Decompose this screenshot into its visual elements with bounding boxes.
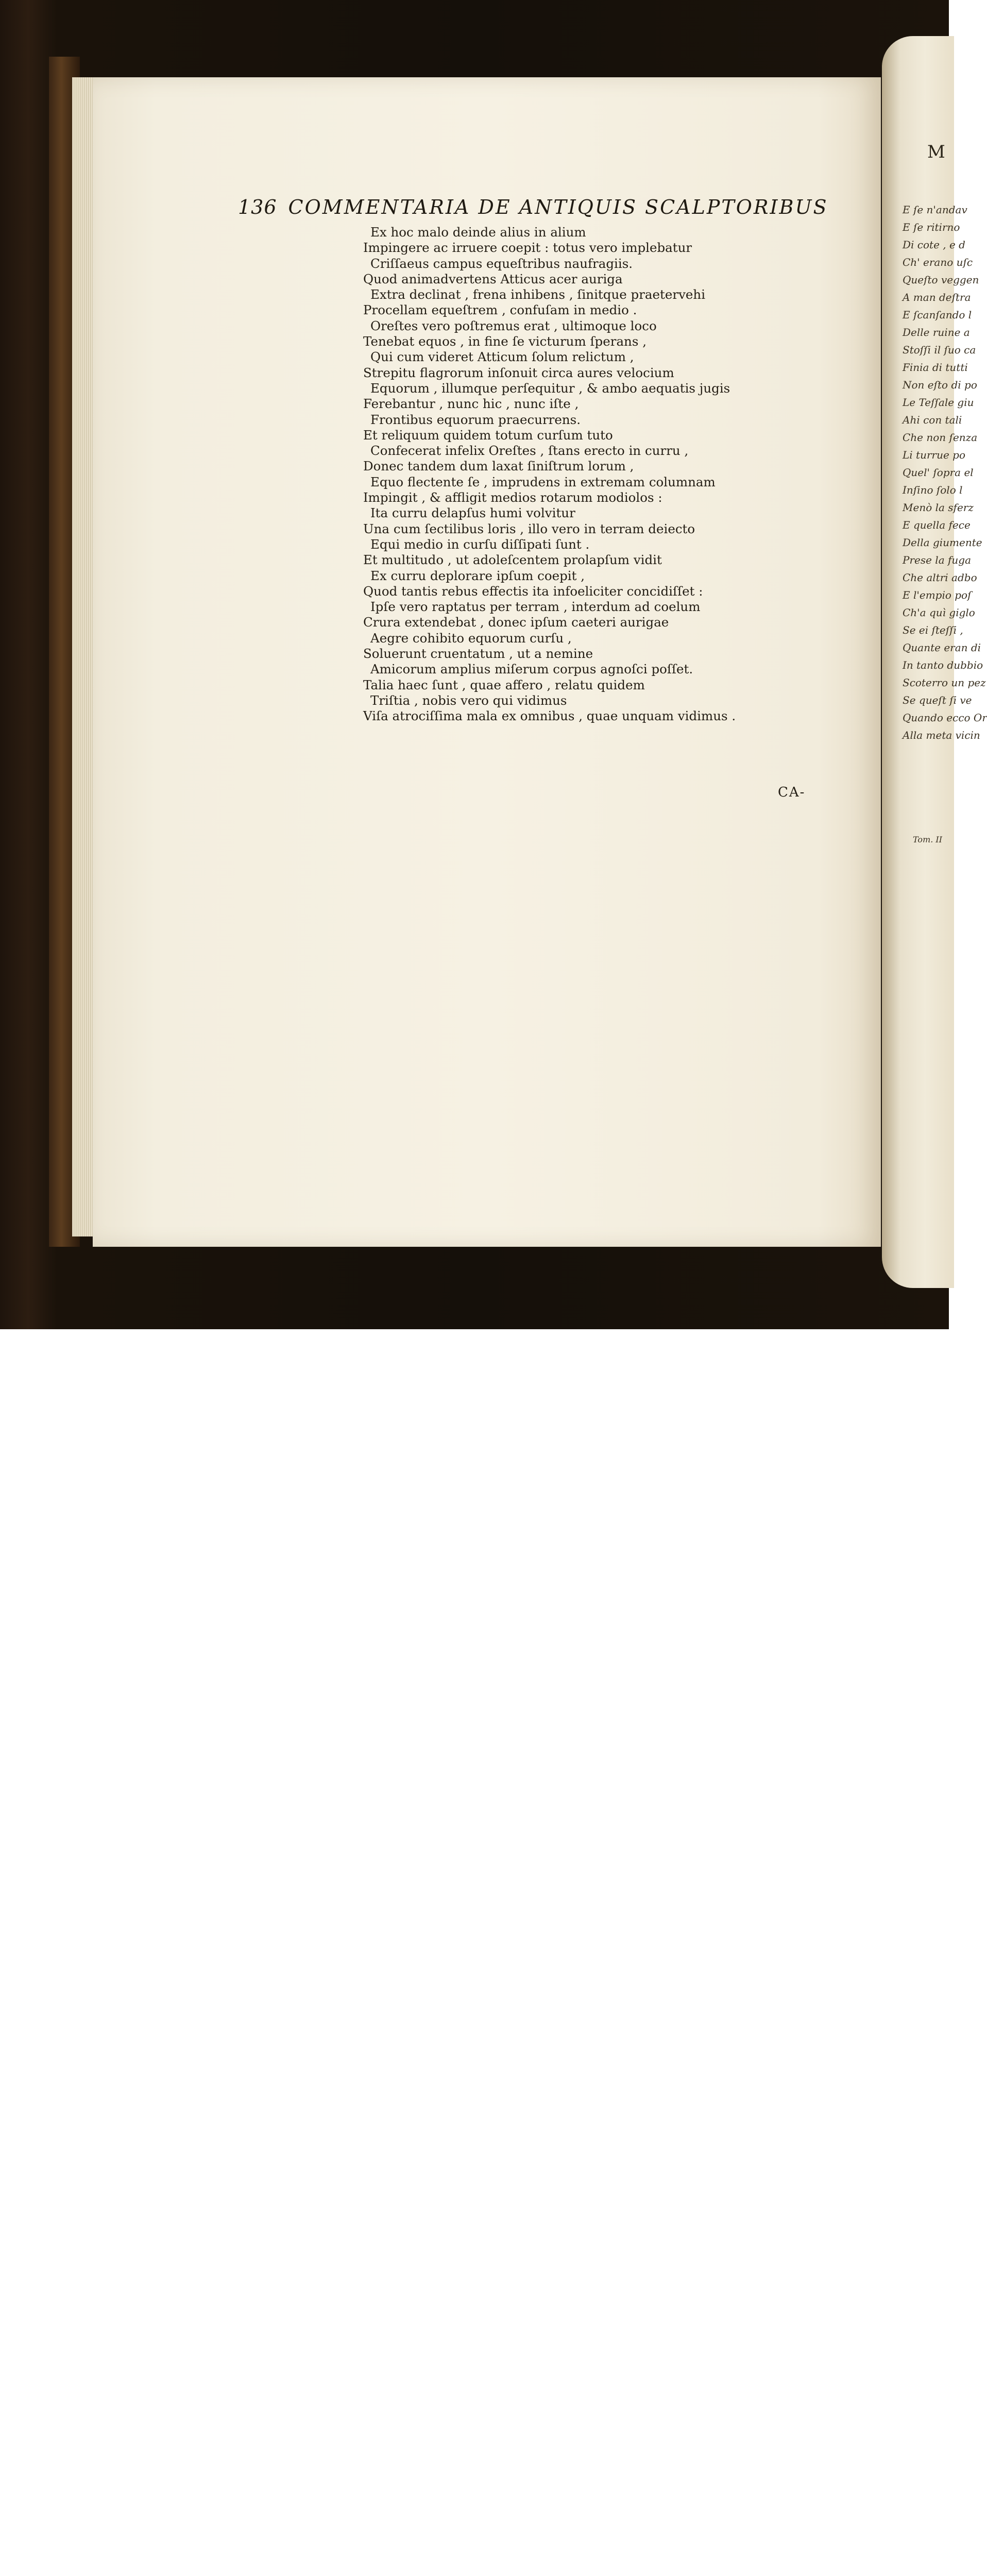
facing-page-line: Alla meta vicin (903, 729, 980, 741)
verse-line: Talia haec ſunt , quae affero , relatu quidem (363, 677, 645, 692)
facing-page-line: E ſe n'andav (903, 204, 967, 216)
verse-line: Equo flectente ſe , imprudens in extremam columnam (370, 474, 716, 489)
facing-page-line: Stoſſi il ſuo ca (903, 344, 976, 356)
running-header (238, 196, 828, 218)
verse-line: Impingit , & affligit medios rotarum modiolos : (363, 490, 662, 505)
facing-page-line: Li turrue po (903, 449, 965, 461)
verse-line: Donec tandem dum laxat ſiniſtrum lorum , (363, 459, 634, 474)
facing-page-line: Quando ecco Or (903, 711, 987, 724)
facing-page-line: Menò la sferz (903, 501, 974, 514)
facing-page-text (903, 201, 987, 744)
verse-line: Soluerunt cruentatum , ut a nemine (363, 646, 593, 662)
verse-block (363, 225, 755, 724)
verse-line: Et reliquum quidem totum curſum tuto (363, 427, 613, 443)
facing-page-line: A man deſtra (903, 291, 971, 303)
facing-page-line: E ſcanſando l (903, 309, 972, 321)
verse-line: Confecerat infelix Oreſtes , ſtans erecto in curru , (370, 443, 689, 459)
facing-page-line: Quel' ſopra el (903, 466, 974, 479)
verse-line: Quod animadvertens Atticus acer auriga (363, 271, 623, 286)
facing-page-line: Ahi con tali (903, 414, 962, 426)
verse-line: Extra declinat , frena inhibens , ſinitque praetervehi (370, 287, 706, 302)
verse-line: Oreſtes vero poſtremus erat , ultimoque loco (370, 318, 657, 333)
verse-line: Procellam equeſtrem , confuſam in medio . (363, 302, 637, 318)
verse-line: Equi medio in curſu diſſipati ſunt . (370, 536, 590, 552)
facing-page-footer: Tom. II (913, 835, 943, 844)
viewer-footer (0, 1329, 949, 1476)
facing-page-line: Queſto veggen (903, 274, 979, 286)
facing-page-line: Ch'a quì giglo (903, 606, 975, 619)
verse-line: Ferebantur , nunc hic , nunc iſte , (363, 396, 579, 412)
facing-page-line: Quante eran di (903, 641, 981, 654)
facing-page-line: Ch' erano uſc (903, 256, 973, 268)
verse-line: Tenebat equos , in fine ſe victurum ſperans , (363, 334, 646, 349)
verse-line: Ipſe vero raptatus per terram , interdum ad coelum (370, 599, 701, 615)
page-number: 136 (238, 196, 277, 218)
verse-line: Et multitudo , ut adoleſcentem prolapſum vidit (363, 552, 662, 568)
facing-page (882, 36, 987, 1288)
facing-page-line: Inſino ſolo l (903, 484, 963, 496)
verse-line: Ex curru deplorare ipſum coepit , (370, 568, 585, 583)
facing-page-line: Che altri adbo (903, 571, 977, 584)
verse-line: Ita curru delapſus humi volvitur (370, 505, 575, 521)
page-title: COMMENTARIA DE ANTIQUIS SCALPTORIBUS (288, 196, 828, 218)
verse-line: Qui cum videret Atticum ſolum relictum , (370, 349, 634, 365)
facing-page-line: Non eſto di po (903, 379, 977, 391)
verse-line: Impingere ac irruere coepit : totus vero implebatur (363, 240, 692, 256)
verse-line: Crura extendebat , donec ipſum caeteri aurigae (363, 615, 669, 630)
verse-line: Strepitu flagrorum inſonuit circa aures velocium (363, 365, 674, 380)
facing-page-line: Che non ſenza (903, 431, 978, 444)
verse-line: Criſſaeus campus equeſtribus naufragiis. (370, 256, 633, 271)
facing-page-line: Prese la fuga (903, 554, 971, 566)
page-edges (72, 77, 95, 1236)
verse-line: Frontibus equorum praecurrens. (370, 412, 581, 427)
facing-page-line: Scoterro un pez (903, 676, 986, 689)
verse-line: Triſtia , nobis vero qui vidimus (370, 692, 567, 708)
verse-line: Viſa atrociſſima mala ex omnibus , quae unquam vidimus . (363, 708, 736, 724)
facing-page-line: E ſe ritirno (903, 221, 960, 233)
facing-page-line: Di cote , e d (903, 239, 965, 251)
verse-line: Amicorum amplius miſerum corpus agnoſci poſſet. (370, 662, 693, 677)
verse-line: Aegre cohibito equorum curſu , (370, 630, 572, 646)
facing-page-line: Della giumente (903, 536, 982, 549)
verse-line: Ex hoc malo deinde alius in alium (370, 225, 586, 240)
facing-page-line: Delle ruine a (903, 326, 970, 338)
verse-line: Equorum , illumque perſequitur , & ambo aequatis jugis (370, 380, 730, 396)
facing-page-line: E l'empio poſ (903, 589, 972, 601)
facing-page-line: In tanto dubbio (903, 659, 983, 671)
facing-page-initial: M (927, 142, 945, 162)
facing-page-line: Se queſt ſi ve (903, 694, 972, 706)
catchword: CA- (778, 785, 806, 800)
verse-line: Quod tantis rebus effectis ita infoeliciter concidiſſet : (363, 583, 703, 599)
verse-line: Una cum ſectilibus loris , illo vero in terram deiecto (363, 521, 695, 536)
facing-page-line: Se ei ſteſſi , (903, 624, 963, 636)
facing-page-line: E quella fece (903, 519, 971, 531)
facing-page-line: Finia di tutti (903, 361, 968, 374)
facing-page-line: Le Teſſale giu (903, 396, 974, 409)
